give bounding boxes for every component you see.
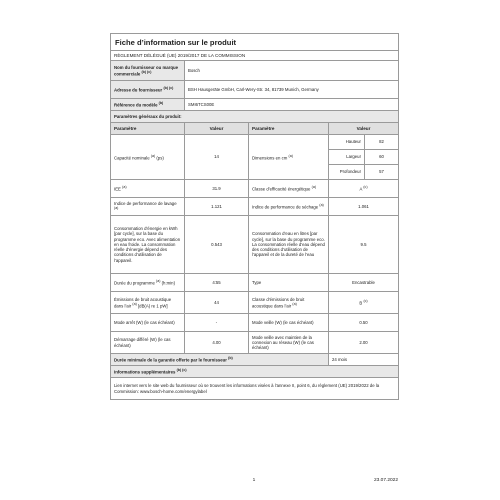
value-header-right: Valeur	[329, 123, 399, 135]
depth-value: 57	[365, 165, 399, 180]
energy-class-label: Classe d’efficacité énergétique $^{(a)}$	[249, 180, 329, 198]
programme-duration-value: 4:55	[185, 274, 249, 292]
cleaning-index-value: 1.121	[185, 198, 249, 216]
type-value: Encastrable	[329, 274, 399, 292]
noise-emission-value: 44	[185, 292, 249, 314]
param-header-right: Paramètre	[249, 123, 329, 135]
dimensions-label: Dimensions en cm $^{(a)}$	[249, 135, 329, 180]
product-information-sheet	[110, 33, 398, 483]
rated-capacity-label: Capacité nominale $^{(a)}$ (ps)	[111, 135, 185, 180]
model-reference-label: Référence du modèle $^{(b)}$	[111, 99, 185, 111]
programme-duration-label: Durée du programme $^{(a)}$ (h:min)	[111, 274, 185, 292]
drying-index-value: 1.061	[329, 198, 399, 216]
extra-info-text: Lien internet vers le site web du fournisseur où se trouvent les informations visées à l’annexe II, point 6, du règlement (UE) 2019/2022 de la Commission: www.bosch-home.com/energylabel	[111, 378, 399, 400]
off-mode-label: Mode arrêt (W) (le cas échéant)	[111, 314, 185, 332]
networked-standby-value: 2.00	[329, 332, 399, 354]
standby-mode-value: 0.50	[329, 314, 399, 332]
extra-info-label: Informations supplémentaires $^{(b) (c)}$	[111, 366, 399, 378]
water-consumption-label: Consommation d’eau en litres [par cycle], sur la base du programme eco. La consommation réelle d’eau dépend des conditions d’utilisation de l’appareil et de la dureté de l’eau	[249, 216, 329, 274]
cleaning-index-label: Indice de performance de lavage $^{(a)}$	[111, 198, 185, 216]
page-number: 1	[252, 478, 256, 483]
delay-start-value: 4.00	[185, 332, 249, 354]
sheet-title: Fiche d’information sur le produit	[111, 34, 399, 51]
supplier-address-value: BSH Hausgeräte GmbH, Carl-Wery-Str. 34, 81739 Munich, Germany	[185, 81, 399, 99]
supplier-name-label: Nom du fournisseur ou marque commerciale $^{(b) (c)}$	[111, 61, 185, 81]
width-value: 60	[365, 150, 399, 165]
type-label: Type	[249, 274, 329, 292]
energy-consumption-value: 0.543	[185, 216, 249, 274]
noise-emission-label: Émissions de bruit acoustique dans l’air $^{(a)}$ [dB(A) re 1 pW]	[111, 292, 185, 314]
regulation-line: RÈGLEMENT DÉLÉGUÉ (UE) 2019/2017 DE LA COMMISSION	[111, 51, 399, 61]
warranty-label: Durée minimale de la garantie offerte par le fournisseur $^{(b)}$	[111, 354, 329, 366]
networked-standby-label: Mode veille avec maintien de la connexion au réseau (W) (le cas échéant)	[249, 332, 329, 354]
delay-start-label: Démarrage différé (W) (le cas échéant)	[111, 332, 185, 354]
general-params-label: Paramètres généraux du produit:	[111, 111, 399, 123]
footer-date: 23.07.2022	[373, 478, 398, 483]
product-info-table	[110, 33, 399, 400]
warranty-value: 24 mois	[329, 354, 399, 366]
eei-value: 31.9	[185, 180, 249, 198]
rated-capacity-value: 14	[185, 135, 249, 180]
eei-label: IEE $^{(a)}$	[111, 180, 185, 198]
depth-label: Profondeur	[329, 165, 365, 180]
supplier-name-value: Bosch	[185, 61, 399, 81]
model-reference-value: SMI6TCS00E	[185, 99, 399, 111]
energy-consumption-label: Consommation d’énergie en kWh [par cycle], sur la base du programme eco. Avec alimentation en eau froide. La consommation réelle d’énergie dépend des conditions d’utilisation de l’appareil.	[111, 216, 185, 274]
off-mode-value: -	[185, 314, 249, 332]
energy-class-value: A $^{(c)}$	[329, 180, 399, 198]
noise-class-label: Classe d’émissions de bruit acoustique dans l’air $^{(a)}$	[249, 292, 329, 314]
drying-index-label: Indice de performance de séchage $^{(a)}$	[249, 198, 329, 216]
param-header-left: Paramètre	[111, 123, 185, 135]
water-consumption-value: 9.5	[329, 216, 399, 274]
supplier-address-label: Adresse du fournisseur $^{(b) (c)}$	[111, 81, 185, 99]
width-label: Largeur	[329, 150, 365, 165]
value-header-left: Valeur	[185, 123, 249, 135]
standby-mode-label: Mode veille (W) (le cas échéant)	[249, 314, 329, 332]
height-label: Hauteur	[329, 135, 365, 150]
height-value: 82	[365, 135, 399, 150]
noise-class-value: B $^{(c)}$	[329, 292, 399, 314]
